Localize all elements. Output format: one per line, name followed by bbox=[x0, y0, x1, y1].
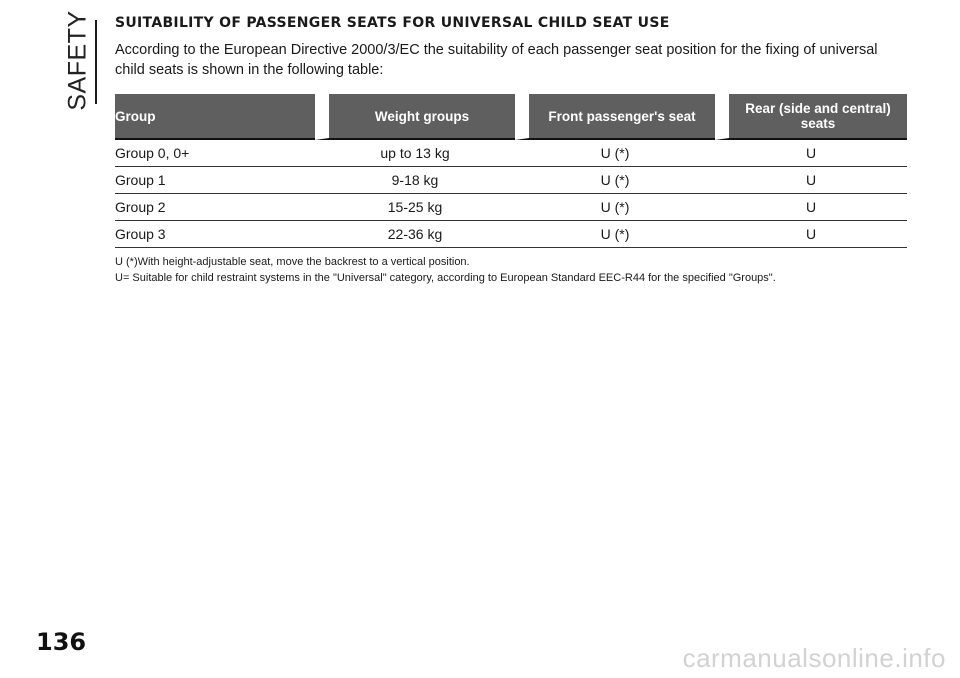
sidebar-section-label bbox=[63, 9, 93, 111]
seat-suitability-table bbox=[115, 94, 907, 248]
table-footnotes bbox=[115, 254, 907, 286]
cell-weight: 9-18 kg bbox=[315, 167, 515, 194]
cell-front-seat: U (*) bbox=[515, 221, 715, 248]
cell-front-seat: U (*) bbox=[515, 140, 715, 167]
cell-weight: 22-36 kg bbox=[315, 221, 515, 248]
cell-front-seat: U (*) bbox=[515, 167, 715, 194]
cell-weight: up to 13 kg bbox=[315, 140, 515, 167]
sidebar-rule bbox=[95, 20, 97, 104]
footnote-height-adjustable: U (*)With height-adjustable seat, move the backrest to a vertical position. bbox=[115, 256, 470, 268]
footnote-universal-category: U= Suitable for child restraint systems in the "Universal" category, according to European Standard EEC-R44 for the specified "Groups". bbox=[115, 272, 776, 284]
table-row bbox=[115, 194, 907, 221]
cell-rear-seat: U bbox=[715, 167, 907, 194]
cell-group: Group 2 bbox=[115, 194, 315, 221]
table-row bbox=[115, 140, 907, 167]
cell-rear-seat: U bbox=[715, 221, 907, 248]
cell-group: Group 1 bbox=[115, 167, 315, 194]
intro-paragraph: According to the European Directive 2000/3/EC the suitability of each passenger seat position for the fixing of universal child seats is shown in the following table: bbox=[115, 42, 878, 78]
cell-weight: 15-25 kg bbox=[315, 194, 515, 221]
page-number: 136 bbox=[36, 628, 87, 656]
sidebar-label-text: SAFETY bbox=[63, 9, 92, 111]
cell-group: Group 3 bbox=[115, 221, 315, 248]
header-front-passenger-seat: Front passenger's seat bbox=[515, 94, 715, 140]
header-weight-groups: Weight groups bbox=[315, 94, 515, 140]
page-content bbox=[115, 14, 907, 286]
watermark-site: carmanualsonline.info bbox=[682, 643, 946, 673]
header-rear-seats: Rear (side and central) seats bbox=[715, 94, 907, 140]
table-row bbox=[115, 221, 907, 248]
table-header-row bbox=[115, 94, 907, 140]
table-row bbox=[115, 167, 907, 194]
section-title: SUITABILITY OF PASSENGER SEATS FOR UNIVERSAL CHILD SEAT USE bbox=[115, 15, 670, 31]
cell-group: Group 0, 0+ bbox=[115, 140, 315, 167]
cell-front-seat: U (*) bbox=[515, 194, 715, 221]
cell-rear-seat: U bbox=[715, 140, 907, 167]
header-group: Group bbox=[115, 94, 315, 140]
cell-rear-seat: U bbox=[715, 194, 907, 221]
